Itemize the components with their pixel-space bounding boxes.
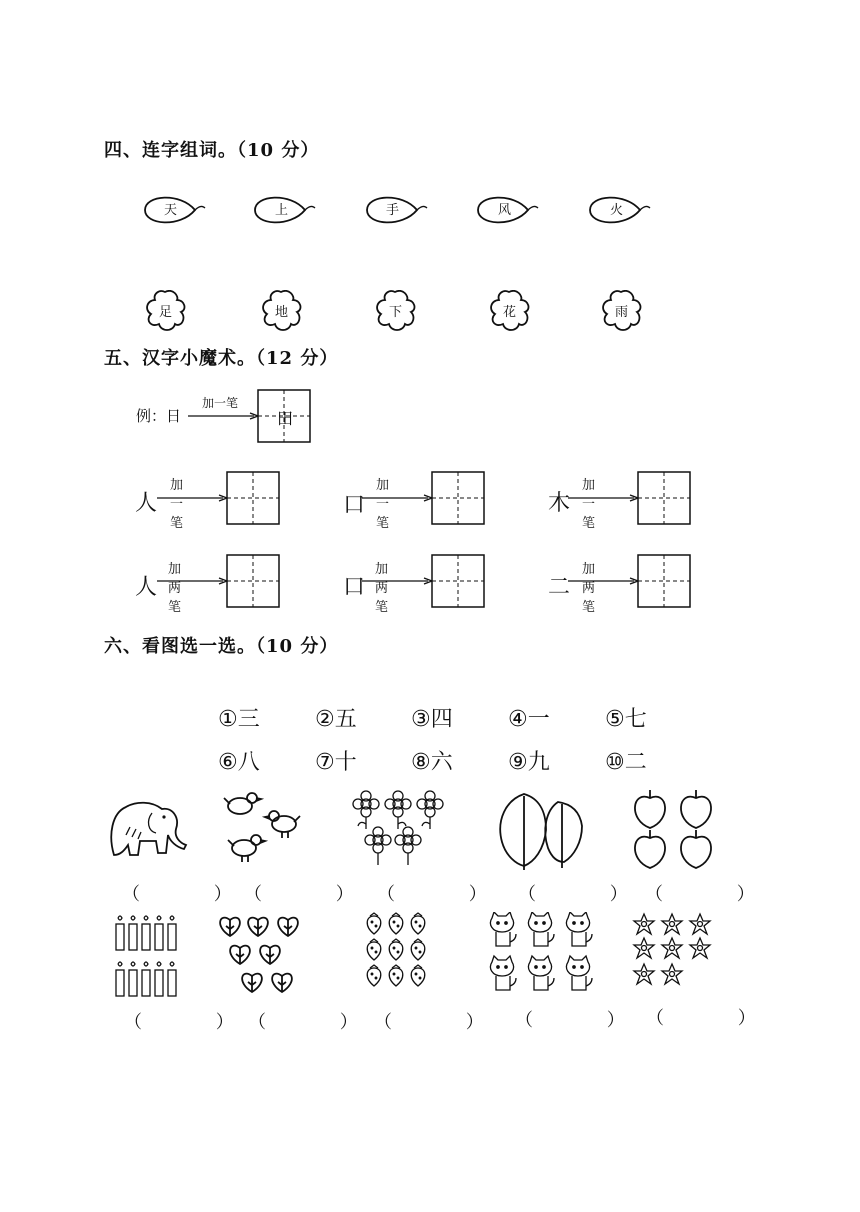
leaf-char[interactable]: 天 [164,203,178,218]
option: ②五 [315,707,357,732]
heart-leaf-icon [218,912,314,1002]
answer-blank[interactable]: （ ） [124,1012,268,1033]
option: ③四 [411,707,453,732]
example-op: 加一笔 [202,396,239,410]
star-icon [632,912,718,998]
write-box[interactable] [568,470,692,526]
example-arrow-box [188,388,314,444]
option: ⑧六 [411,750,453,775]
leaf-char[interactable]: 火 [610,203,624,218]
answer-blank[interactable]: （ ） [244,884,388,905]
item-op: 加两笔 [168,562,182,615]
option: ⑩二 [605,750,647,775]
item-char: 木 [548,491,571,516]
option: ⑦十 [315,750,357,775]
elephant-icon [106,795,188,867]
item-op: 加一笔 [582,478,596,531]
flower-char[interactable]: 足 [159,305,173,320]
leaf-char[interactable]: 上 [275,203,289,218]
leaf-char[interactable]: 手 [386,203,400,218]
item-char: 口 [343,575,366,600]
flower-char[interactable]: 花 [503,305,517,320]
leaf-char[interactable]: 风 [498,203,512,218]
option: ⑥八 [218,750,260,775]
answer-blank[interactable]: （ ） [374,1012,518,1033]
section4-title: 四、连字组词。（10 分） [104,140,320,161]
item-char: 人 [135,491,158,516]
item-char: 二 [548,575,571,600]
section6-title: 六、看图选一选。（10 分） [104,636,339,657]
answer-blank[interactable]: （ ） [122,884,266,905]
example-prefix: 例：日 [136,407,182,425]
answer-blank[interactable]: （ ） [248,1012,392,1033]
section5-title: 五、汉字小魔术。（12 分） [104,348,339,369]
option: ⑨九 [508,750,550,775]
strawberry-icon [364,912,436,1002]
flower-char[interactable]: 雨 [615,305,629,320]
answer-blank[interactable]: （ ） [646,1008,790,1029]
flower-icon [350,790,450,870]
flower-char[interactable]: 地 [275,305,289,320]
leaf-row [140,190,680,230]
apple-icon [628,788,722,872]
write-box[interactable] [362,553,486,609]
write-box[interactable] [568,553,692,609]
cat-icon [488,912,598,998]
write-box[interactable] [157,470,281,526]
write-box[interactable] [157,553,281,609]
answer-blank[interactable]: （ ） [377,884,521,905]
leaf-icon [496,790,588,870]
item-char: 口 [343,493,366,518]
option: ④一 [508,707,550,732]
option: ①三 [218,707,260,732]
flower-char[interactable]: 下 [389,305,403,320]
write-box[interactable] [362,470,486,526]
item-char: 人 [135,575,158,600]
answer-blank[interactable]: （ ） [515,1010,659,1031]
item-op: 加一笔 [170,478,184,531]
answer-blank[interactable]: （ ） [518,884,662,905]
item-op: 加两笔 [375,562,389,615]
candle-icon [114,914,182,1000]
item-op: 加一笔 [376,478,390,531]
flower-row [145,290,665,332]
option: ⑤七 [605,707,647,732]
example-answer: 田 [277,409,294,428]
answer-blank[interactable]: （ ） [645,884,789,905]
bird-icon [222,788,312,870]
item-op: 加两笔 [582,562,596,615]
